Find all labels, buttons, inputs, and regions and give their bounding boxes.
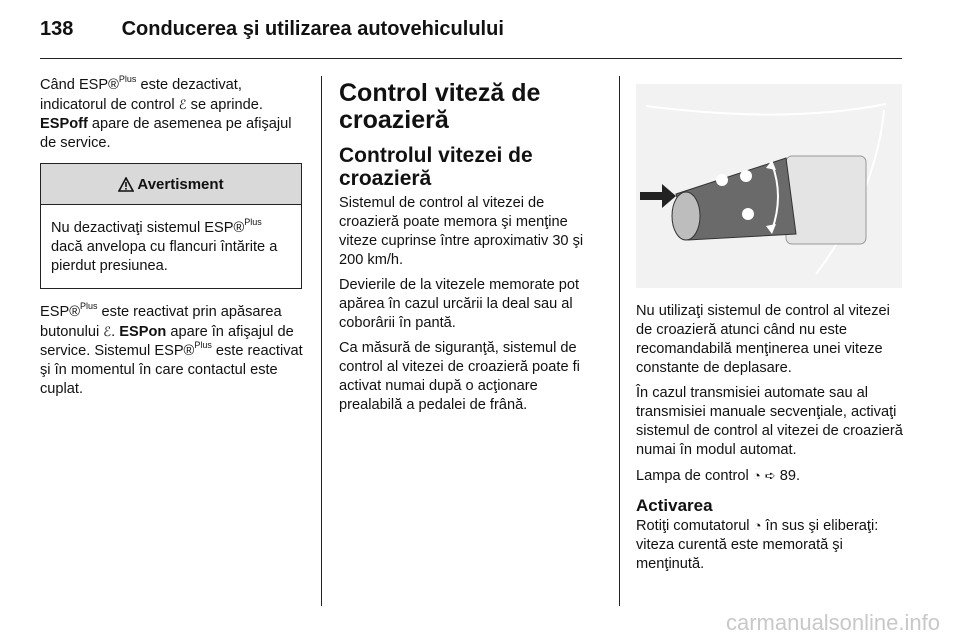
warning-title: Avertisment: [137, 175, 224, 193]
activation-paragraph: Rotiţi comutatorul ◔ în sus şi eliberaţi: viteza curentă este memorată şi menţinută.: [636, 518, 879, 572]
page-header: [40, 18, 504, 41]
esp-on-paragraph: ESP®$^{Plus}$ este reactivat prin apăsarea butonului ℰ. ESPon apare în afişajul de service. Sistemul ESP®$^{Plus}$ este reactivat şi în momentul în care contactul este cuplat.: [40, 301, 303, 397]
esp-off-paragraph: Când ESP®$^{Plus}$ este dezactivat, indicatorul de control ℰ se aprinde. ESPoff apare de asemenea pe afişajul de service.: [40, 74, 292, 151]
watermark: carmanualsonline.info: [725, 610, 940, 635]
section-heading: Control viteză de croazieră: [339, 79, 541, 134]
page-number: 138: [40, 18, 74, 40]
cruise-control-icon: ◔: [753, 518, 762, 533]
esp-car-icon: ℰ: [103, 324, 112, 339]
right-column: [636, 302, 904, 580]
subsection-heading: Controlul vitezei de croazieră: [339, 144, 533, 190]
cruise-paragraph-5: În cazul transmisiei automate sau al transmisiei manuale secvenţiale, activaţi sistemul de control al vitezei de croazieră numai în modul automat.: [636, 385, 903, 458]
cruise-control-icon: ◔: [752, 468, 761, 483]
control-lamp-paragraph: Lampa de control ◔ ➪ 89.: [636, 468, 800, 484]
cruise-paragraph-4: Nu utilizaţi sistemul de control al vitezei de croazieră atunci când nu este recomandabilă menţinerea unei viteze constante de deplasare.: [636, 303, 890, 376]
column-divider-1: [321, 76, 322, 606]
activation-heading: Activarea: [636, 496, 713, 515]
header-rule: [40, 58, 902, 59]
warning-box: [40, 163, 302, 289]
chapter-title: Conducerea şi utilizarea autovehiculului: [121, 18, 504, 40]
cruise-paragraph-3: Ca măsură de siguranţă, sistemul de control al vitezei de croazieră poate fi activat numai după o acţionare prealabilă a pedalei de frână.: [339, 340, 580, 413]
esp-car-icon: ℰ: [178, 97, 187, 112]
cruise-paragraph-1: Sistemul de control al vitezei de croazieră poate memora şi menţine viteze cuprinse între aproximativ 30 şi 200 km/h.: [339, 195, 584, 268]
warning-text: Nu dezactivaţi sistemul ESP®$^{Plus}$ dacă anvelopa cu flancuri întărite a pierdut presiunea.: [51, 217, 278, 274]
cruise-paragraph-2: Devierile de la vitezele memorate pot apărea în cazul urcării la deal sau al coborârii în pantă.: [339, 277, 580, 331]
cruise-control-stalk-illustration: [636, 84, 902, 288]
middle-column: [339, 80, 605, 421]
column-divider-2: [619, 76, 620, 606]
reference-arrow-icon: ➪: [764, 468, 776, 483]
warning-triangle-icon: [118, 177, 134, 192]
warning-header: [41, 164, 301, 205]
left-column: [40, 76, 306, 405]
